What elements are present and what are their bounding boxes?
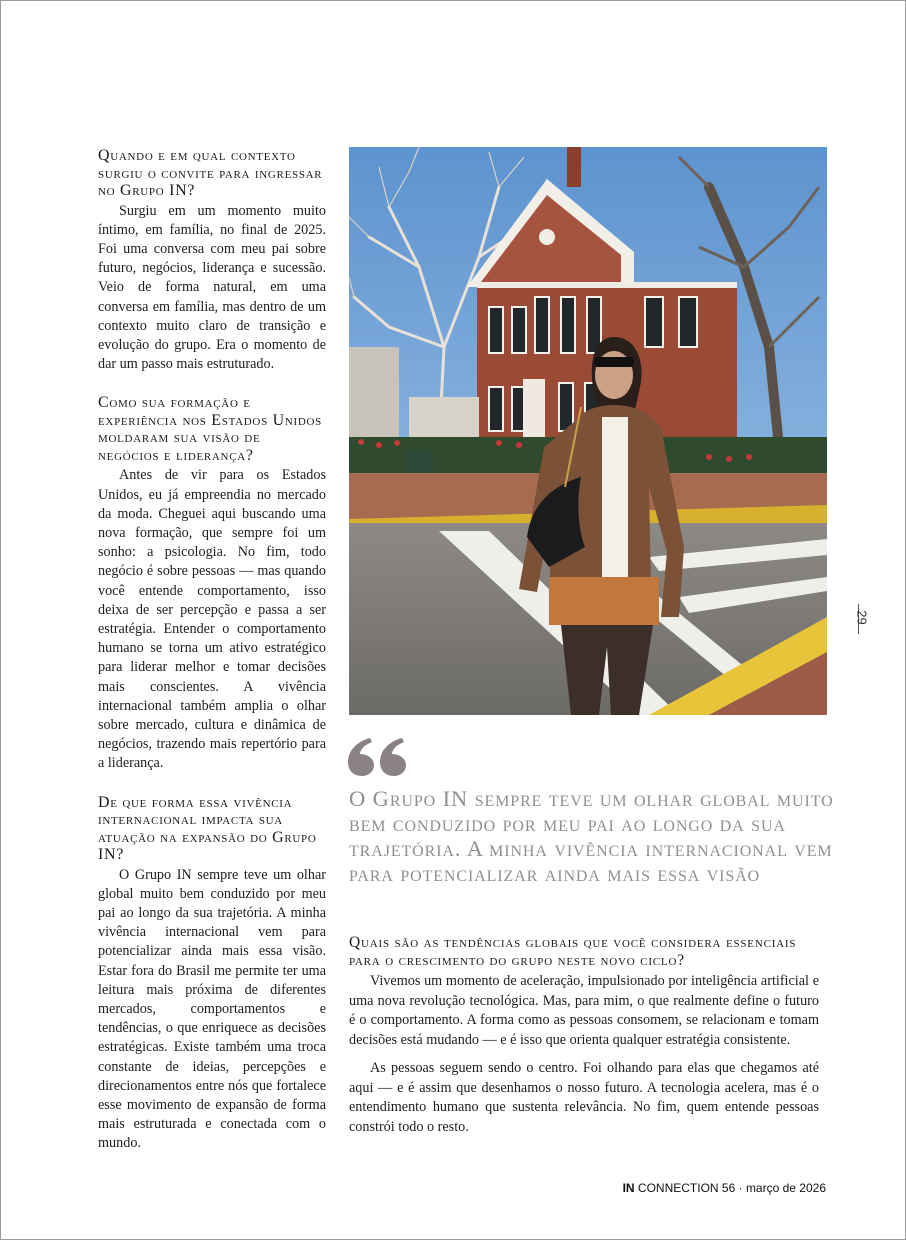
pull-quote: O Grupo IN sempre teve um olhar global muito bem conduzido por meu pai ao longo da sua trajetória. A minha vivência internacional vem para potencializar ainda mais essa visão <box>349 786 834 886</box>
left-column <box>98 147 326 1154</box>
question-3: De que forma essa vivência internacional impacta sua atuação na expansão do Grupo IN? <box>98 793 317 864</box>
feature-photo <box>349 147 827 715</box>
answer-4-paragraph-2: As pessoas seguem sendo o centro. Foi olhando para elas que chegamos até aqui — e é assim que desenhamos o nosso futuro. A tecnologia acelera, mas é o entendimento humano que sustenta relevância. No fim, quem entende pessoas constrói todo o resto. <box>349 1060 819 1135</box>
right-column <box>349 934 819 1137</box>
answer-1: Surgiu em um momento muito íntimo, em família, no final de 2025. Foi uma conversa com meu pai sobre futuro, negócios, liderança e sucessão. Veio de forma natural, em uma conversa em família, mas dentro de um contexto muito claro de transição e evolução do grupo. Era o momento de dar um passo mais estruturado. <box>98 202 326 373</box>
question-1: Quando e em qual contexto surgiu o convite para ingressar no Grupo IN? <box>98 147 323 199</box>
answer-3: O Grupo IN sempre teve um olhar global muito bem conduzido por meu pai ao longo da sua trajetória. A minha vivência internacional vem para potencializar ainda mais essa visão. Estar fora do Brasil me permite ter uma leitura mais próxima de diferentes mercados, comportamentos e tendências, o que enriquece as decisões estratégicas. Existe também uma troca constante de ideias, percepções e direcionamentos entre nós que fortalece esse movimento de expansão de forma mais estruturada e conectada com o mundo. <box>98 866 326 1152</box>
page-number <box>854 604 875 634</box>
footer <box>623 1181 826 1195</box>
answer-2: Antes de vir para os Estados Unidos, eu já empreendia no mercado da moda. Cheguei aqui buscando uma nova formação, que sempre foi um sonho: a psicologia. No fim, todo negócio é sobre pessoas — mas quando você entende comportamento, isso deixa de ser percepção e passa a ser estratégia. Entender o comportamento humano se torna um ativo estratégico para liderar melhor e tomar decisões mais conscientes. A vivência internacional também amplia o olhar sobre mercado, cultura e dinâmica de negócios, trazendo mais repertório para a liderança. <box>98 467 326 772</box>
question-4: Quais são as tendências globais que você considera essenciais para o crescimento do grupo neste novo ciclo? <box>349 934 797 969</box>
question-2: Como sua formação e experiência nos Estados Unidos moldaram sua visão de negócios e liderança? <box>98 394 322 464</box>
footer-issue: CONNECTION 56 · março de 2026 <box>634 1181 826 1195</box>
footer-brand: IN <box>622 1181 635 1195</box>
answer-4-paragraph-1: Vivemos um momento de aceleração, impulsionado por inteligência artificial e uma nova revolução tecnológica. Mas, para mim, o que realmente define o futuro é o comportamento. A forma como as pessoas consomem, se relacionam e tomam decisões está mudando — e é isso que orienta qualquer estratégia consistente. <box>349 973 819 1048</box>
page-number-text: 29 <box>854 610 870 625</box>
quote-mark-icon <box>348 738 408 780</box>
